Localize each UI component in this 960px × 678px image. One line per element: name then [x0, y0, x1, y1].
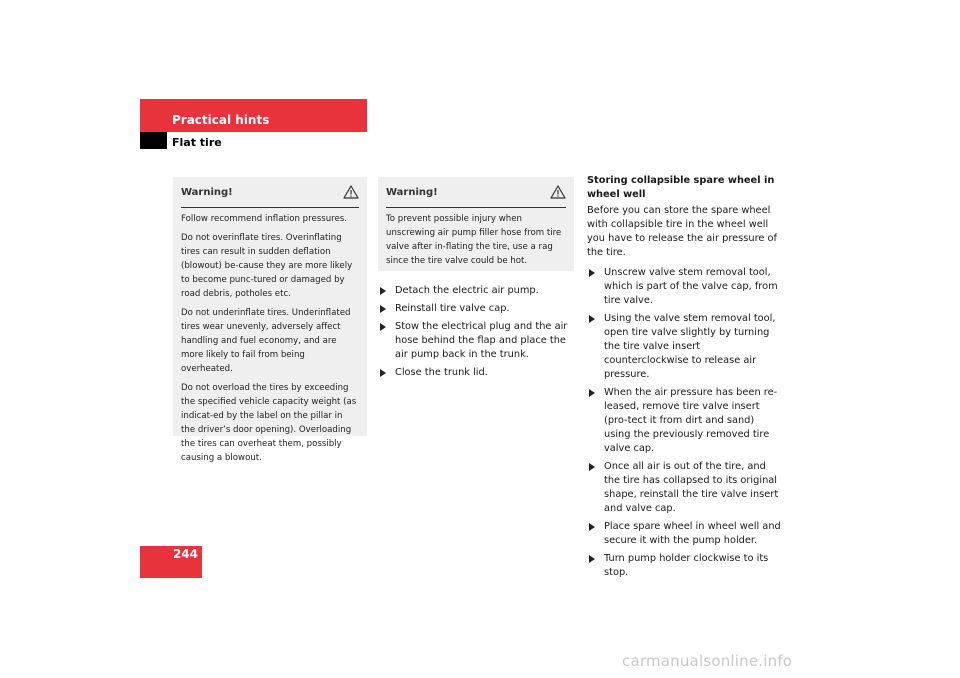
page-number: 244: [172, 547, 198, 561]
warning-header: [181, 177, 359, 208]
warning-box-inflation: [173, 177, 367, 463]
warning-heading: Warning!: [386, 186, 438, 198]
step-text: Close the trunk lid.: [395, 367, 488, 378]
warning-triangle-icon: [343, 185, 359, 199]
warning-body: [386, 208, 566, 268]
warning-body: [181, 208, 359, 465]
step-text: Place spare wheel in wheel well and secure it with the pump holder.: [604, 521, 781, 546]
step-text: When the air pressure has been re-leased, remove tire valve insert (pro-tect it from dirt and sand) using the previously removed tire valve cap.: [604, 387, 778, 454]
step-item: [378, 320, 574, 362]
step-arrow-icon: [380, 323, 386, 331]
step-item: [587, 460, 783, 516]
warning-header: [386, 177, 566, 208]
step-arrow-icon: [589, 463, 595, 471]
warning-box-hot-valve: [378, 177, 574, 271]
step-text: Unscrew valve stem removal tool, which is part of the valve cap, from tire valve.: [604, 267, 778, 306]
step-text: Detach the electric air pump.: [395, 285, 539, 296]
step-arrow-icon: [589, 523, 595, 531]
step-item: [378, 284, 574, 298]
header-sub-block: [140, 132, 167, 149]
step-item: [587, 520, 783, 548]
step-arrow-icon: [589, 389, 595, 397]
warning-heading: Warning!: [181, 186, 233, 198]
warning-triangle-icon: [550, 185, 566, 199]
warning-paragraph: Do not underinflate tires. Underinflated tires wear unevenly, adversely affect handling and fuel economy, and are more likely to fail from being overheated.: [181, 308, 351, 374]
step-item: [587, 552, 783, 580]
warning-paragraph: To prevent possible injury when unscrewing air pump filler hose from tire valve after in-flating the tire, use a rag since the tire valve could be hot.: [386, 214, 562, 266]
step-arrow-icon: [380, 305, 386, 313]
step-item: [587, 312, 783, 382]
step-arrow-icon: [380, 369, 386, 377]
right-column: [587, 174, 783, 584]
step-item: [587, 266, 783, 308]
step-text: Turn pump holder clockwise to its stop.: [604, 553, 769, 578]
step-text: Using the valve stem removal tool, open tire valve slightly by turning the tire valve insert counterclockwise to release air pressure.: [604, 313, 776, 380]
middle-steps: [378, 284, 574, 384]
step-item: [587, 386, 783, 456]
warning-paragraph: Follow recommend inflation pressures.: [181, 214, 347, 224]
section-title: Practical hints: [172, 113, 270, 127]
step-arrow-icon: [589, 555, 595, 563]
step-item: [378, 366, 574, 380]
step-arrow-icon: [589, 315, 595, 323]
step-item: [378, 302, 574, 316]
step-text: Reinstall tire valve cap.: [395, 303, 510, 314]
storing-spare-wheel-heading: Storing collapsible spare wheel in wheel well: [587, 175, 775, 200]
intro-paragraph: Before you can store the spare wheel with collapsible tire in the wheel well you have to release the air pressure of the tire.: [587, 205, 777, 258]
warning-paragraph: Do not overload the tires by exceeding the specified vehicle capacity weight (as indicat-ed by the label on the pillar in the driver’s door opening). Overloading the tires can overheat them, possibly causing a blowout.: [181, 383, 357, 463]
step-text: Once all air is out of the tire, and the tire has collapsed to its original shape, reinstall the tire valve insert and valve cap.: [604, 461, 779, 514]
step-arrow-icon: [380, 287, 386, 295]
step-arrow-icon: [589, 269, 595, 277]
subsection-title: Flat tire: [172, 136, 222, 149]
step-text: Stow the electrical plug and the air hose behind the flap and place the air pump back in the trunk.: [395, 321, 568, 360]
watermark: carmanualsonline.info: [622, 652, 793, 670]
warning-paragraph: Do not overinflate tires. Overinflating tires can result in sudden deflation (blowout) be-cause they are more likely to become punc-tured or damaged by road debris, potholes etc.: [181, 233, 353, 299]
